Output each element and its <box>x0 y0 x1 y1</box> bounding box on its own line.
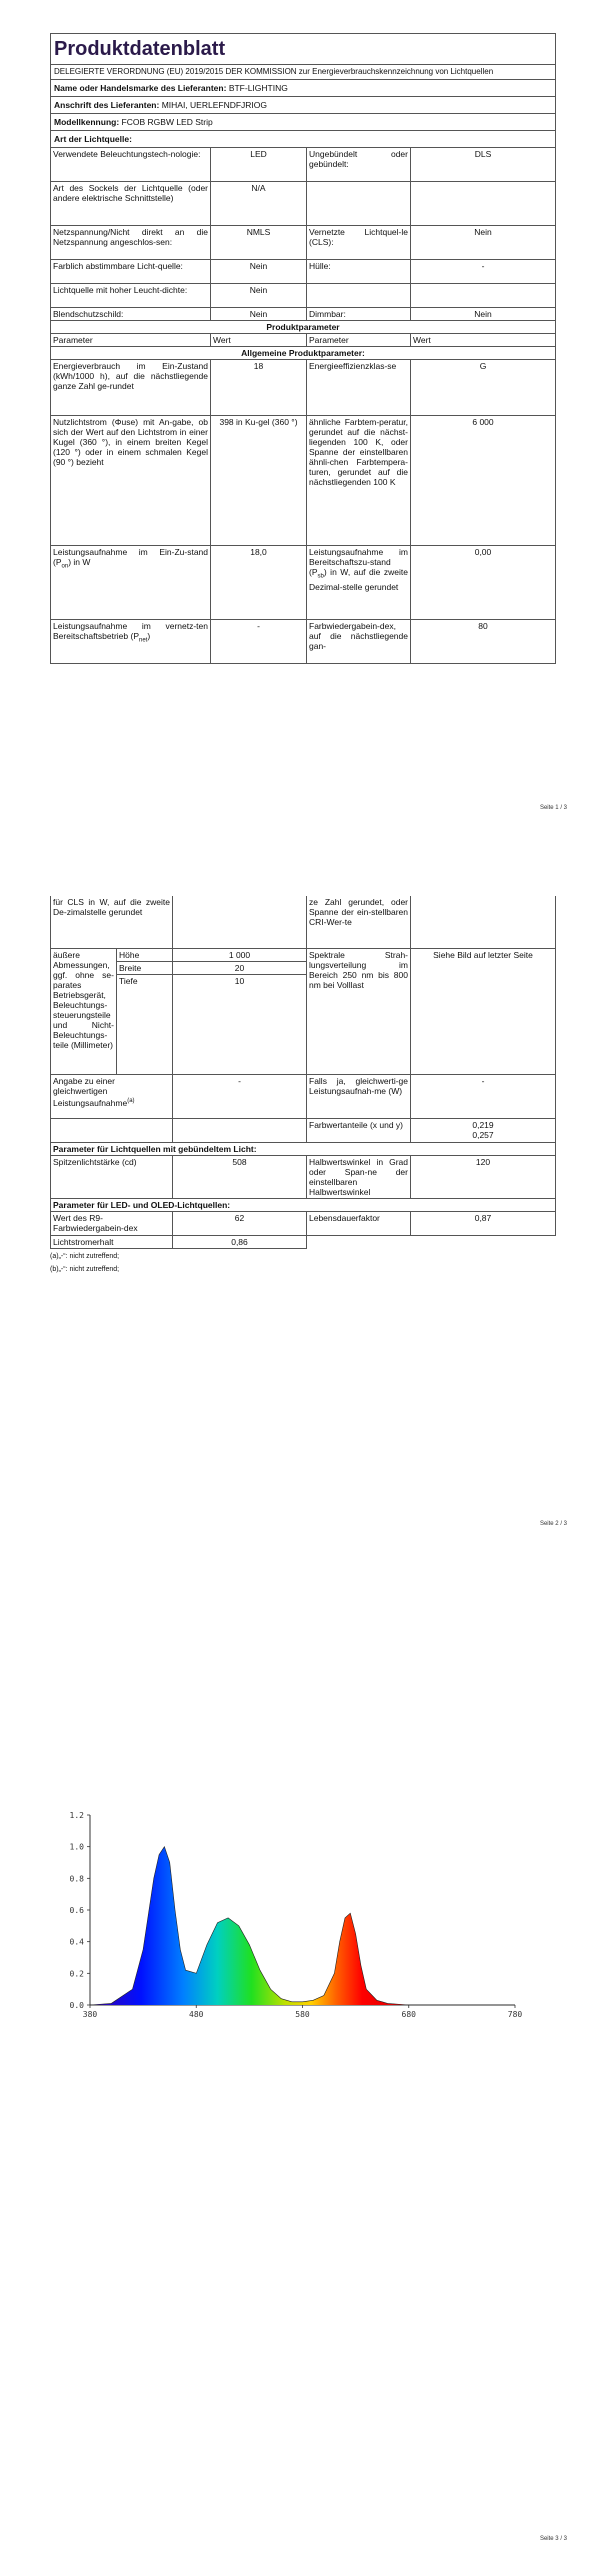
chroma-x: 0,219 <box>472 1119 494 1130</box>
page-number: Seite 3 / 3 <box>539 2536 567 2542</box>
type-row: Blendschutzschild: Nein Dimmbar: Nein <box>51 308 556 321</box>
general-row: Leistungsaufnahme im vernetz-ten Bereitschaftsbetrieb $(P_{net})$ - Farbwiedergabein-dex, auf die nächstliegende gan- 80 <box>51 620 556 664</box>
y-tick-label: 0.0 <box>69 2001 84 2010</box>
page-number: Seite 2 / 3 <box>539 1521 567 1527</box>
supplier-address-row: Anschrift des Lieferanten: MIHAI, UERLEFNDFJRIOG <box>51 97 556 114</box>
type-row: Lichtquelle mit hoher Leucht-dichte: Nein <box>51 284 556 308</box>
spectral-distribution-chart <box>50 1785 570 2020</box>
type-row: Art des Sockels der Lichtquelle (oder andere elektrische Schnittstelle) N/A <box>51 182 556 226</box>
equivalent-power-row: Angabe zu einer gleichwertigen Leistungsaufnahme$^{(a)}$ - Falls ja, gleichwerti-ge Leistungsaufnah-me (W) - <box>51 1074 556 1118</box>
product-params-heading: Produktparameter <box>51 321 556 334</box>
spectrum-area <box>90 1847 515 2005</box>
datasheet-table-1 <box>50 33 555 664</box>
x-tick-label: 780 <box>507 2010 523 2019</box>
type-row: Netzspannung/Nicht direkt an die Netzspannung angeschlos-sen: NMLS Vernetzte Lichtquel-le (CLS): Nein <box>51 226 556 260</box>
footnote-a: (a)„-“: nicht zutreffend; <box>50 1252 120 1260</box>
y-tick-label: 1.2 <box>69 1811 84 1820</box>
x-tick-label: 580 <box>295 2010 310 2019</box>
led-heading: Parameter für LED- und OLED-Lichtquellen: <box>51 1198 556 1211</box>
spectrum-svg <box>50 1785 570 2020</box>
datasheet-table-2 <box>50 896 555 1275</box>
page-1 <box>0 0 603 853</box>
general-params-heading: Allgemeine Produktparameter: <box>51 347 556 360</box>
type-row: Farblich abstimmbare Licht-quelle: Nein Hülle: - <box>51 260 556 284</box>
x-tick-label: 480 <box>189 2010 204 2019</box>
general-row: Leistungsaufnahme im Ein-Zu-stand $(P_{on})$ in W 18,0 Leistungsaufnahme im Bereitschaftszu-stand $(P_{sb})$ in W, auf die zweite Dezimal-stelle gerundet 0,00 <box>51 546 556 620</box>
y-tick-label: 0.2 <box>69 1969 84 1979</box>
type-row: Verwendete Beleuchtungstech-nologie: LED Ungebündelt oder gebündelt: DLS <box>51 148 556 182</box>
peak-intensity-row: Spitzenlichtstärke (cd) 508 Halbwertswinkel in Grad oder Span-ne der einstellbaren Halbwertswinkel 120 <box>51 1155 556 1198</box>
r9-row: Wert des R9-Farbwiedergabein-dex 62 Lebensdauerfaktor 0,87 <box>51 1211 556 1235</box>
flux-maintenance-row: Lichtstromerhalt 0,86 <box>51 1235 556 1248</box>
continued-row: für CLS in W, auf die zweite De-zimalstelle gerundet ze Zahl gerundet, oder Spanne der ein-stellbaren CRI-Wer-te <box>51 896 556 948</box>
model-id-row: Modellkennung: FCOB RGBW LED Strip <box>51 114 556 131</box>
light-source-type-heading: Art der Lichtquelle: <box>51 131 556 148</box>
y-tick-label: 1.0 <box>69 1842 84 1852</box>
page-number: Seite 1 / 3 <box>539 805 567 811</box>
dimension-row: Breite 20 <box>51 961 556 974</box>
footnote-b: (b)„-“: nicht zutreffend; <box>50 1265 120 1273</box>
document-title: Produktdatenblatt <box>51 34 556 65</box>
directional-heading: Parameter für Lichtquellen mit gebündeltem Licht: <box>51 1142 556 1155</box>
dimension-row: äußere Abmessungen, ggf. ohne se-parates Betriebsgerät, Beleuchtungs-steuerungsteile und Nicht-Beleuchtungs-teile (Millimeter) Höhe 1 000 Spektrale Strah-lungsverteilung im Bereich 250 nm bis 800 nm bei Volllast Siehe Bild auf letzter Seite <box>51 948 556 961</box>
y-tick-label: 0.4 <box>69 1937 84 1947</box>
column-header-row: Parameter Wert Parameter Wert <box>51 334 556 347</box>
general-row: Energieverbrauch im Ein-Zustand (kWh/1000 h), auf die nächstliegende ganze Zahl ge-rundet 18 Energieeffizienzklas-se G <box>51 360 556 416</box>
x-tick-label: 380 <box>82 2010 98 2019</box>
regulation-text: DELEGIERTE VERORDNUNG (EU) 2019/2015 DER KOMMISSION zur Energieverbrauchskennzeichnung von Lichtquellen <box>51 65 556 80</box>
chromaticity-row: Farbwertanteile (x und y) 0,219 0,257 <box>51 1118 556 1142</box>
y-tick-label: 0.8 <box>69 1874 84 1884</box>
page-2 <box>0 853 603 1706</box>
supplier-name-row: Name oder Handelsmarke des Lieferanten: BTF-LIGHTING <box>51 80 556 97</box>
chroma-y: 0,257 <box>472 1129 494 1140</box>
x-tick-label: 680 <box>401 2010 416 2019</box>
general-row: Nutzlichtstrom (Φuse) mit An-gabe, ob sich der Wert auf den Lichtstrom in einer Kugel (360 °), in einem breiten Kegel (120 °) oder in einem schmalen Kegel (90 °) bezieht 398 in Ku-gel (360 °) ähnliche Farbtem-peratur, gerundet auf die nächst-liegenden 100 K, oder Spanne der einstellbaren ähnli-chen Farbtempera-turen, gerundet auf die nächstliegenden 100 K 6 000 <box>51 416 556 546</box>
y-tick-label: 0.6 <box>69 1906 84 1915</box>
dimension-row: Tiefe 10 <box>51 974 556 1074</box>
